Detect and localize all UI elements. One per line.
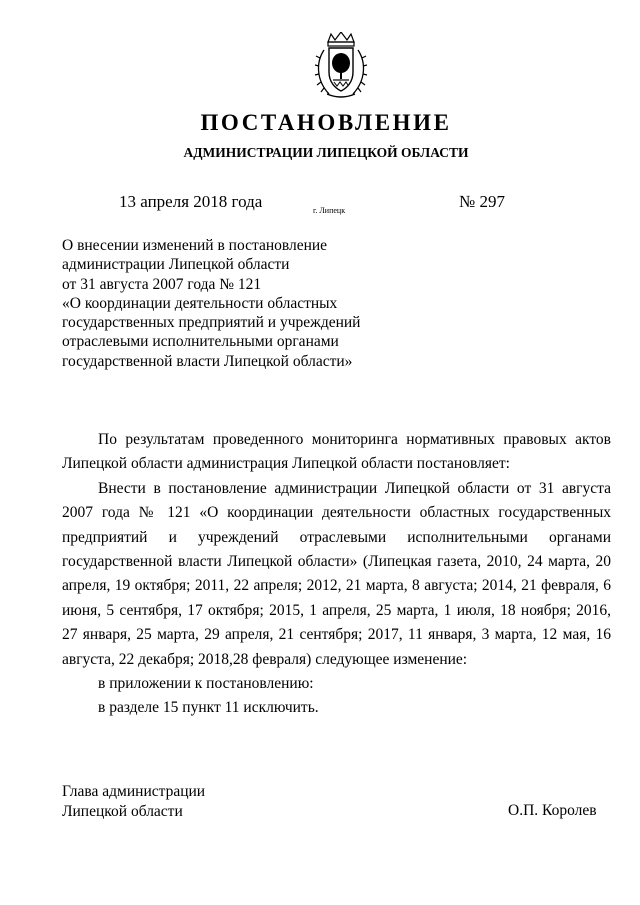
signatory-name: О.П. Королев [508, 802, 597, 819]
signatory-position-line: Глава администрации [62, 783, 206, 800]
document-body [62, 428, 611, 721]
document-number: № 297 [459, 192, 505, 211]
subject-line: от 31 августа 2007 года № 121 [62, 275, 262, 293]
document-place: г. Липецк [313, 206, 346, 215]
subject-line: отраслевыми исполнительными органами [62, 333, 339, 351]
body-paragraph: Внести в постановление администрации Липецкой области от 31 августа 2007 года № 121 «О координации деятельности областных государственных предприятий и учреждений отраслевыми исполнительными органами государственной власти Липецкой области» (Липецкая газета, 2010, 24 марта, 20 апреля, 19 октября; 2011, 22 апреля; 2012, 21 марта, 8 августа; 2014, 21 февраля, 6 июня, 5 сентября, 17 октября; 2015, 1 апреля, 25 марта, 1 июля, 18 ноября; 2016, 27 января, 25 марта, 29 апреля, 21 сентября; 2017, 11 января, 3 марта, 12 мая, 16 августа, 22 декабря; 2018,28 февраля) следующее изменение: [62, 479, 611, 668]
subject-line: государственных предприятий и учреждений [62, 314, 361, 332]
document-subject [62, 236, 422, 371]
document-date: 13 апреля 2018 года [119, 192, 263, 211]
body-paragraph: в разделе 15 пункт 11 исключить. [98, 699, 319, 717]
body-paragraph: По результатам проведенного мониторинга нормативных правовых актов Липецкой области администрация Липецкой области постановляет: [62, 431, 611, 473]
subject-line: О внесении изменений в постановление [62, 237, 328, 254]
document-subtitle: АДМИНИСТРАЦИИ ЛИПЕЦКОЙ ОБЛАСТИ [183, 145, 469, 160]
signatory-position [62, 782, 205, 821]
subject-line: администрации Липецкой области [62, 256, 290, 274]
subject-line: государственной власти Липецкой области» [62, 352, 353, 370]
body-paragraph: в приложении к постановлению: [98, 675, 314, 693]
document-title: ПОСТАНОВЛЕНИЕ [200, 110, 452, 135]
subject-line: «О координации деятельности областных [62, 294, 338, 312]
lipetsk-coat-of-arms-icon [311, 32, 371, 102]
signatory-position-line: Липецкой области [62, 802, 183, 820]
